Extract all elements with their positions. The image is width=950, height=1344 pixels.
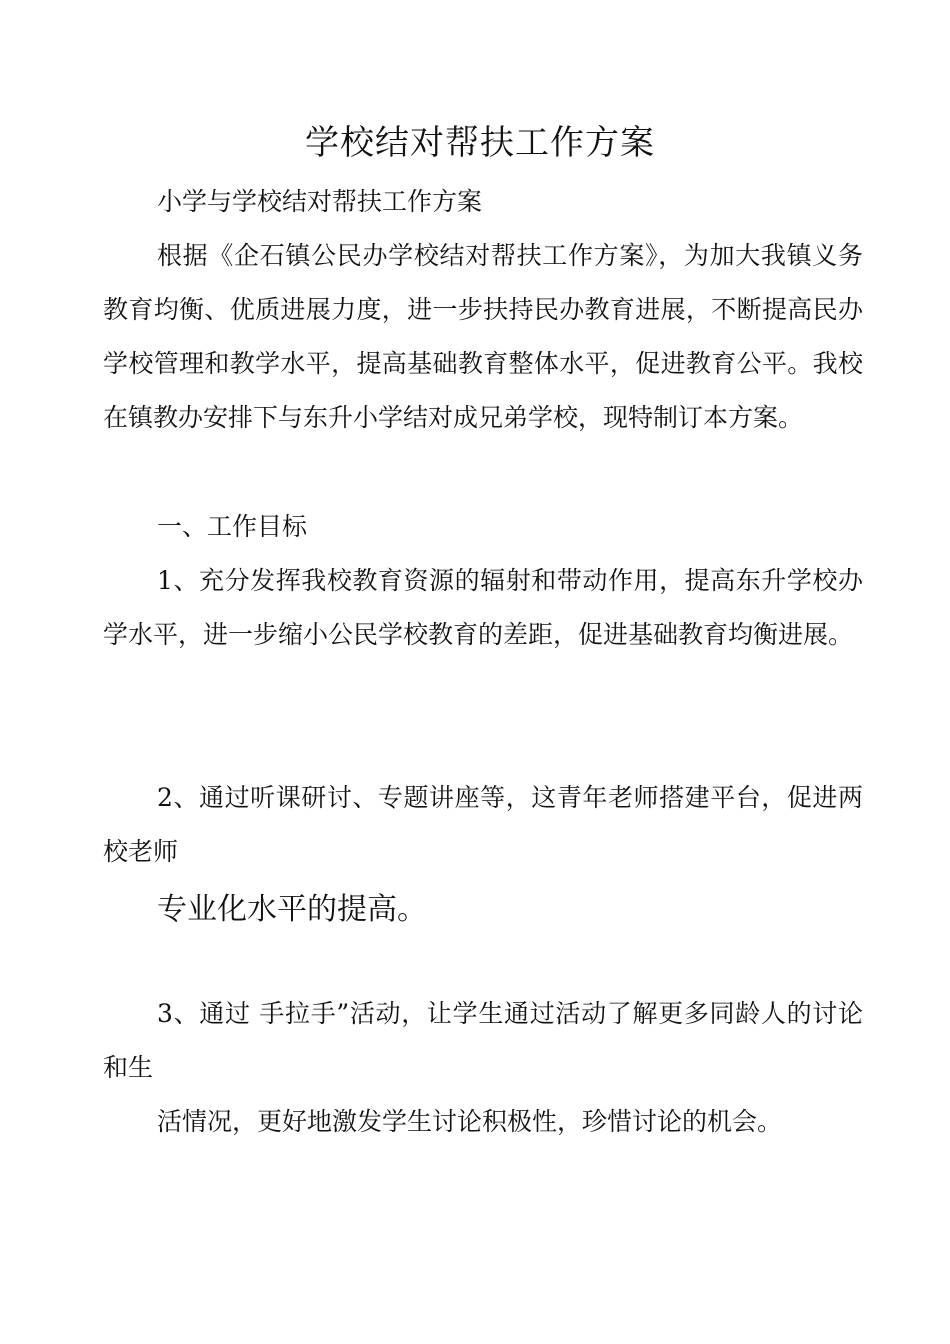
goal-item-2: 2、通过听课研讨、专题讲座等，这青年老师搭建平台，促进两校老师 [103, 783, 863, 866]
goal-item-3-continuation: 活情况，更好地激发学生讨论积极性，珍惜讨论的机会。 [157, 1107, 783, 1136]
goal-item-2-continuation: 专业化水平的提高。 [157, 892, 427, 927]
goal-item-1: 1、充分发挥我校教育资源的辐射和带动作用，提高东升学校办学水平，进一步缩小公民学校教育的差距，促进基础教育均衡进展。 [103, 566, 863, 649]
section-heading-goals: 一、工作目标 [157, 512, 308, 541]
document-subtitle: 小学与学校结对帮扶工作方案 [157, 187, 483, 216]
intro-paragraph: 根据《企石镇公民办学校结对帮扶工作方案》，为加大我镇义务教育均衡、优质进展力度，进一步扶持民办教育进展，不断提高民办学校管理和教学水平，提高基础教育整体水平，促进教育公平。我校在镇教办安排下与东升小学结对成兄弟学校，现特制订本方案。 [103, 241, 863, 432]
goal-item-3: 3、通过 手拉手”活动，让学生通过活动了解更多同龄人的讨论和生 [103, 999, 863, 1082]
document-title: 学校结对帮扶工作方案 [305, 123, 655, 163]
